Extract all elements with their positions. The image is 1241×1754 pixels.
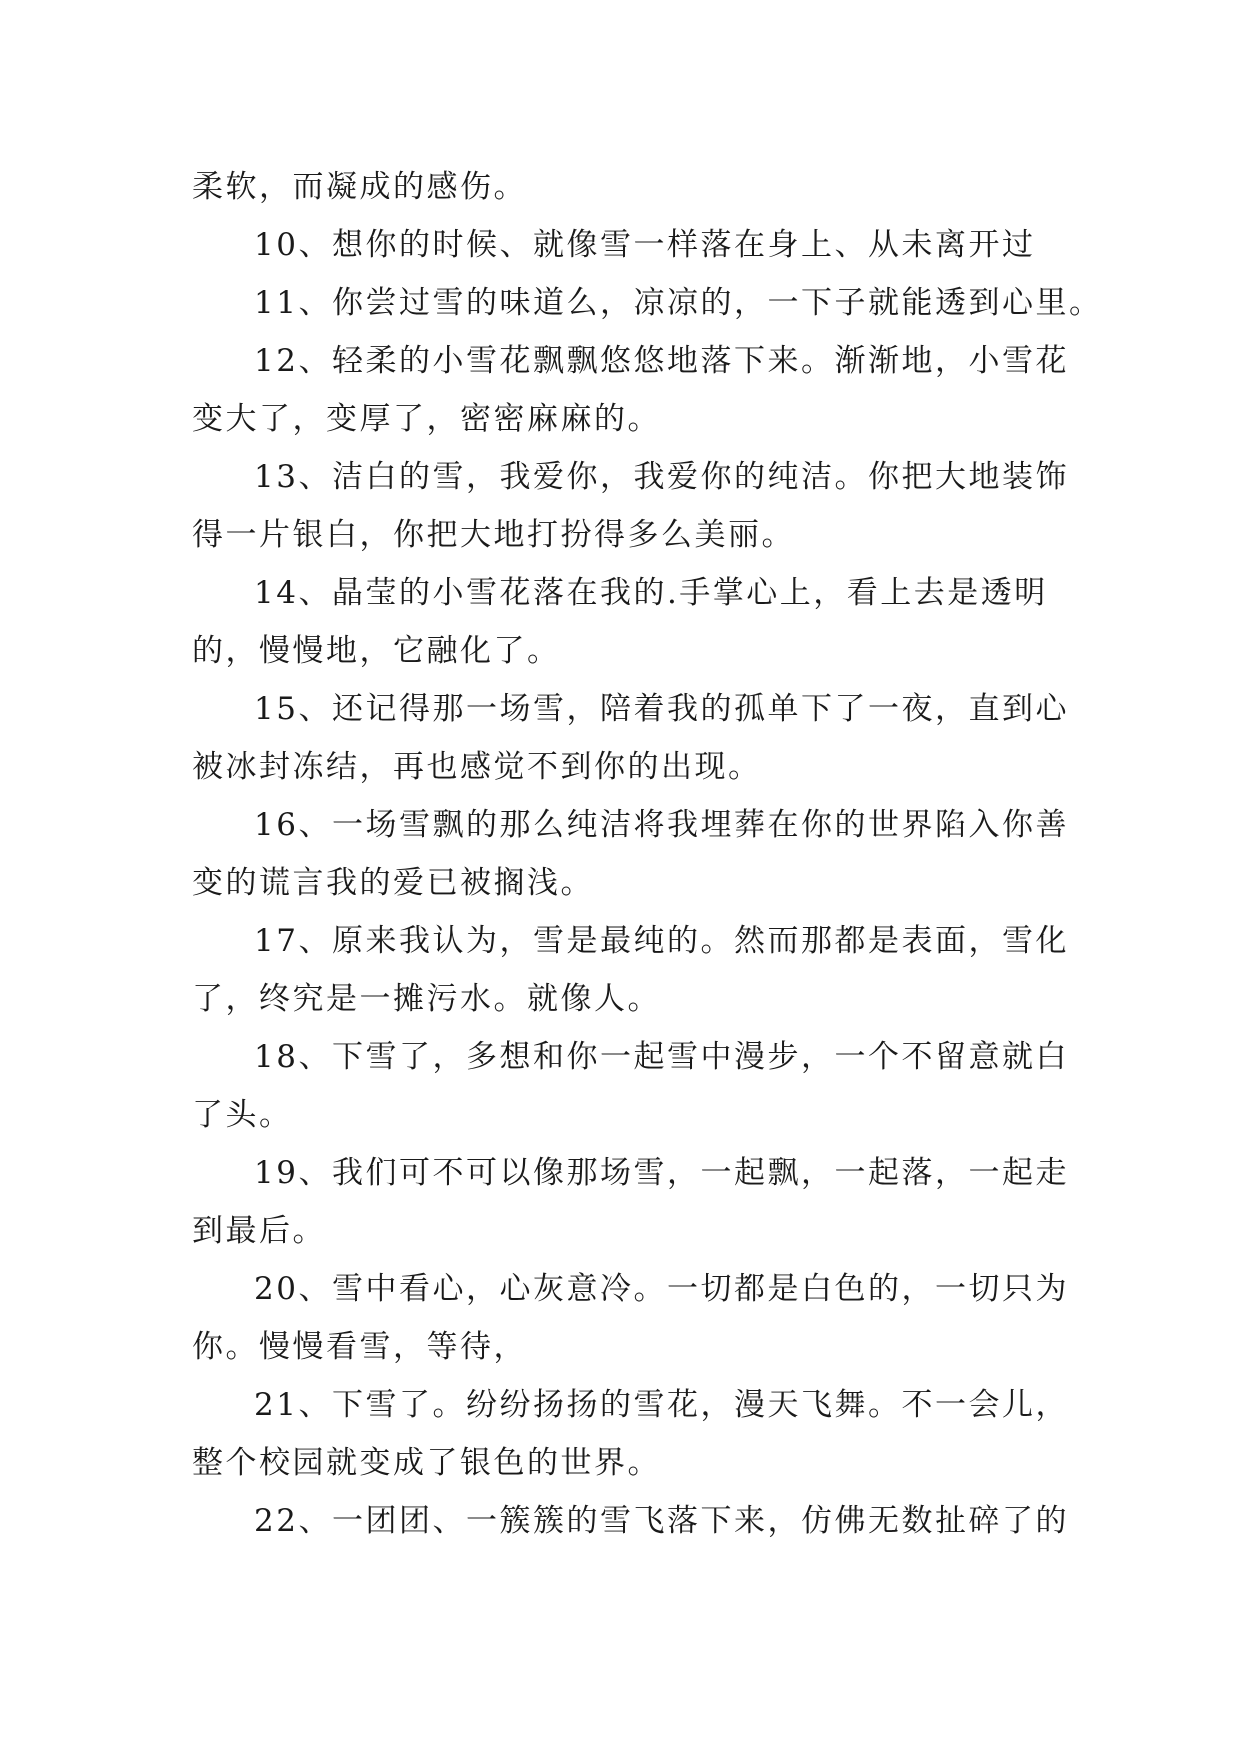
text-line: 了，终究是一摊污水。就像人。	[192, 981, 661, 1017]
text-line: 13、洁白的雪，我爱你，我爱你的纯洁。你把大地装饰	[254, 459, 1069, 495]
text-line: 22、一团团、一簇簇的雪飞落下来，仿佛无数扯碎了的	[254, 1503, 1069, 1539]
text-line: 11、你尝过雪的味道么，凉凉的，一下子就能透到心里。	[254, 285, 1103, 321]
text-line: 14、晶莹的小雪花落在我的.手掌心上，看上去是透明	[254, 575, 1048, 611]
text-line: 20、雪中看心，心灰意冷。一切都是白色的，一切只为	[254, 1271, 1069, 1307]
text-line: 16、一场雪飘的那么纯洁将我埋葬在你的世界陷入你善	[254, 807, 1069, 843]
text-line: 你。慢慢看雪，等待，	[192, 1329, 527, 1365]
text-line: 21、下雪了。纷纷扬扬的雪花，漫天飞舞。不一会儿，	[254, 1387, 1069, 1423]
document-body	[192, 158, 1103, 1550]
text-line: 变大了，变厚了，密密麻麻的。	[192, 401, 661, 437]
text-line: 12、轻柔的小雪花飘飘悠悠地落下来。渐渐地，小雪花	[254, 343, 1069, 379]
text-line: 整个校园就变成了银色的世界。	[192, 1445, 661, 1481]
text-line: 变的谎言我的爱已被搁浅。	[192, 865, 594, 901]
text-line: 柔软，而凝成的感伤。	[192, 169, 527, 205]
text-line: 15、还记得那一场雪，陪着我的孤单下了一夜，直到心	[254, 691, 1069, 727]
text-line: 10、想你的时候、就像雪一样落在身上、从未离开过	[254, 227, 1036, 263]
text-line: 17、原来我认为，雪是最纯的。然而那都是表面，雪化	[254, 923, 1069, 959]
text-line: 到最后。	[192, 1213, 326, 1249]
text-line: 被冰封冻结，再也感觉不到你的出现。	[192, 749, 762, 785]
text-line: 的，慢慢地，它融化了。	[192, 633, 561, 669]
text-line: 得一片银白，你把大地打扮得多么美丽。	[192, 517, 795, 553]
text-line: 了头。	[192, 1097, 293, 1133]
text-line: 18、下雪了，多想和你一起雪中漫步，一个不留意就白	[254, 1039, 1069, 1075]
text-line: 19、我们可不可以像那场雪，一起飘，一起落，一起走	[254, 1155, 1069, 1191]
